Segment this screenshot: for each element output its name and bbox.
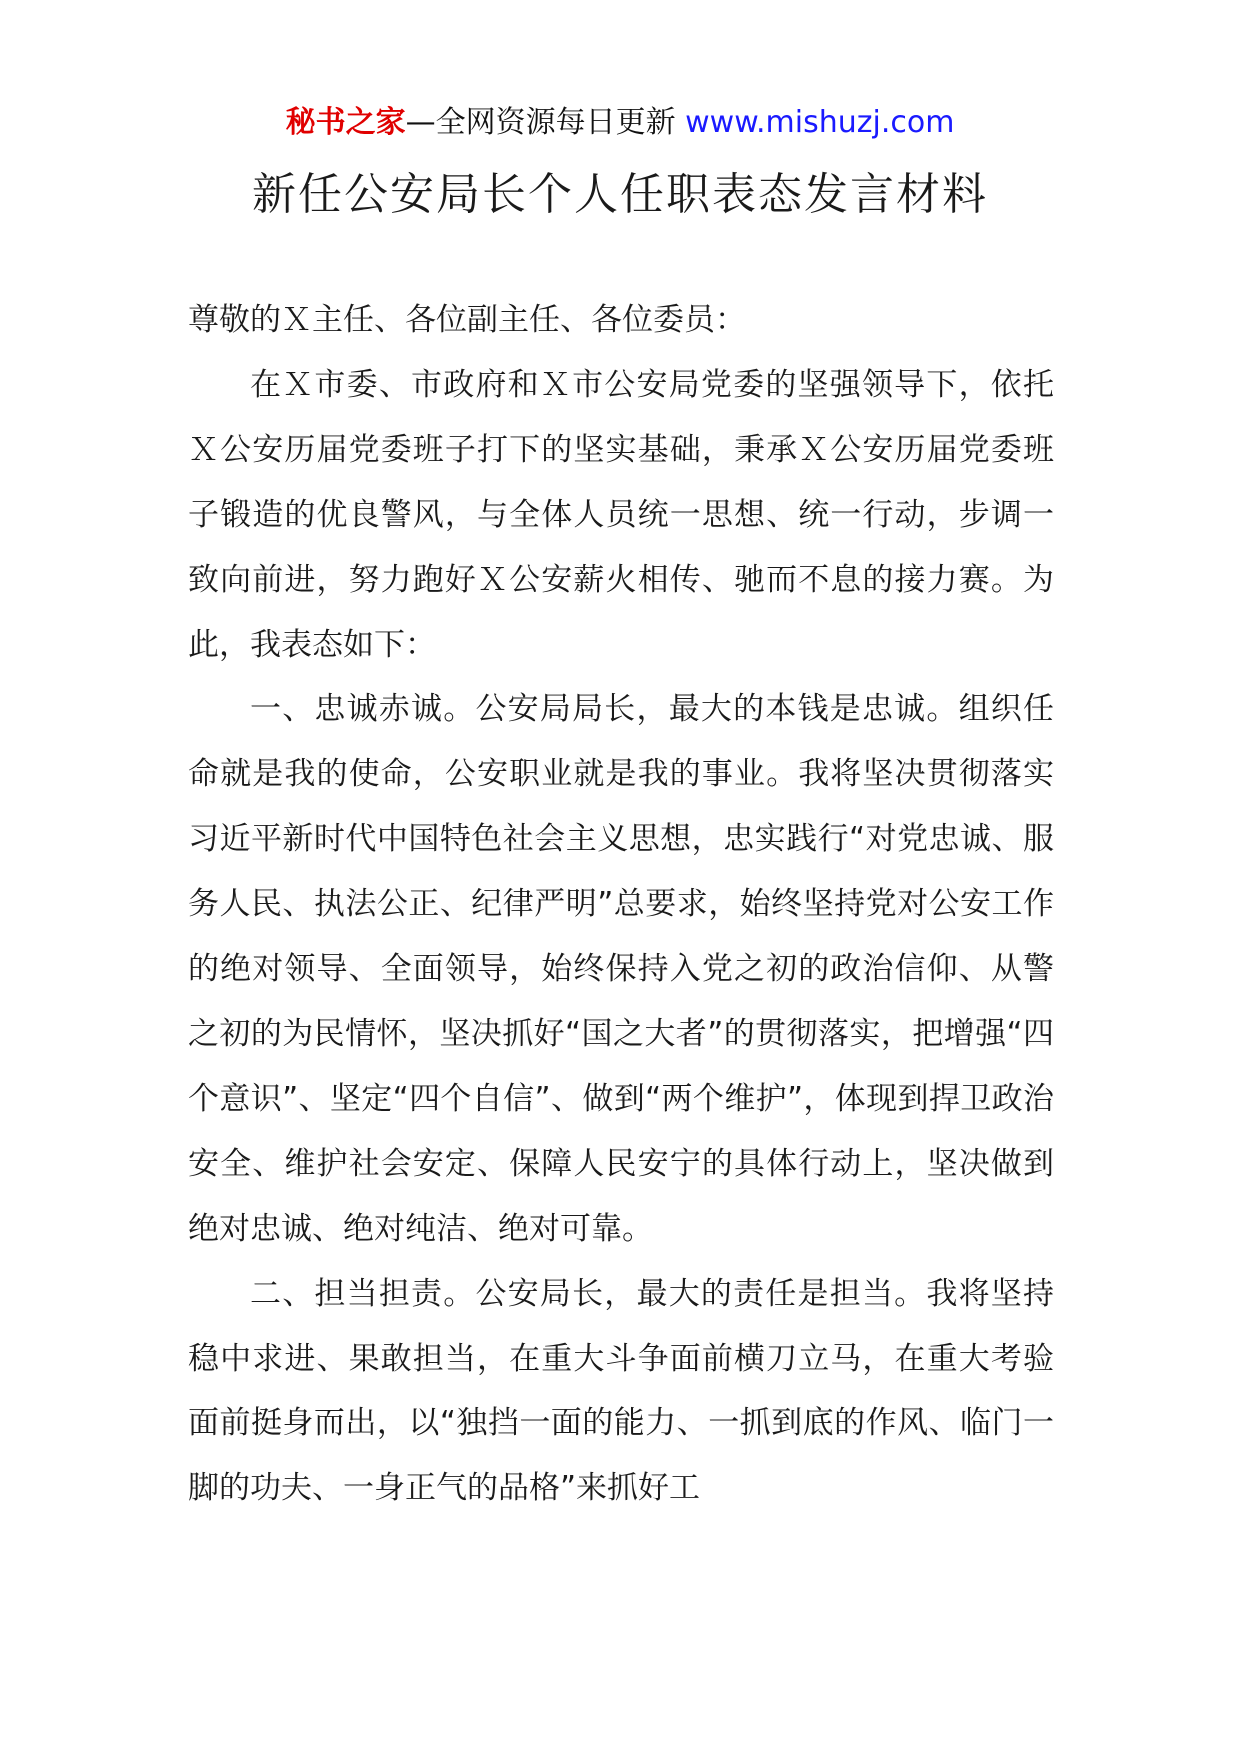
- site-header: [0, 103, 1240, 143]
- site-url-link[interactable]: www.mishuzj.com: [685, 105, 955, 140]
- document-body: [188, 288, 1054, 1521]
- paragraph-intro: 在Ｘ市委、市政府和Ｘ市公安局党委的坚强领导下，依托Ｘ公安历届党委班子打下的坚实基础，秉承Ｘ公安历届党委班子锻造的优良警风，与全体人员统一思想、统一行动，步调一致向前进，努力跑好Ｘ公安薪火相传、驰而不息的接力赛。为此，我表态如下：: [188, 366, 1054, 663]
- salutation: 尊敬的Ｘ主任、各位副主任、各位委员：: [188, 302, 746, 338]
- paragraph-responsibility: 二、担当担责。公安局长，最大的责任是担当。我将坚持稳中求进、果敢担当，在重大斗争面前横刀立马，在重大考验面前挺身而出，以“独挡一面的能力、一抓到底的作风、临门一脚的功夫、一身正气的品格”来抓好工: [188, 1275, 1054, 1507]
- header-tagline: —全网资源每日更新: [405, 105, 686, 140]
- brand-name: 秘书之家: [285, 105, 406, 140]
- paragraph-loyalty: 一、忠诚赤诚。公安局局长，最大的本钱是忠诚。组织任命就是我的使命，公安职业就是我的事业。我将坚决贯彻落实习近平新时代中国特色社会主义思想，忠实践行“对党忠诚、服务人民、执法公正、纪律严明”总要求，始终坚持党对公安工作的绝对领导、全面领导，始终保持入党之初的政治信仰、从警之初的为民情怀，坚决抓好“国之大者”的贯彻落实，把增强“四个意识”、坚定“四个自信”、做到“两个维护”，体现到捍卫政治安全、维护社会安定、保障人民安宁的具体行动上，坚决做到绝对忠诚、绝对纯洁、绝对可靠。: [188, 691, 1054, 1247]
- document-title: 新任公安局长个人任职表态发言材料: [252, 169, 988, 220]
